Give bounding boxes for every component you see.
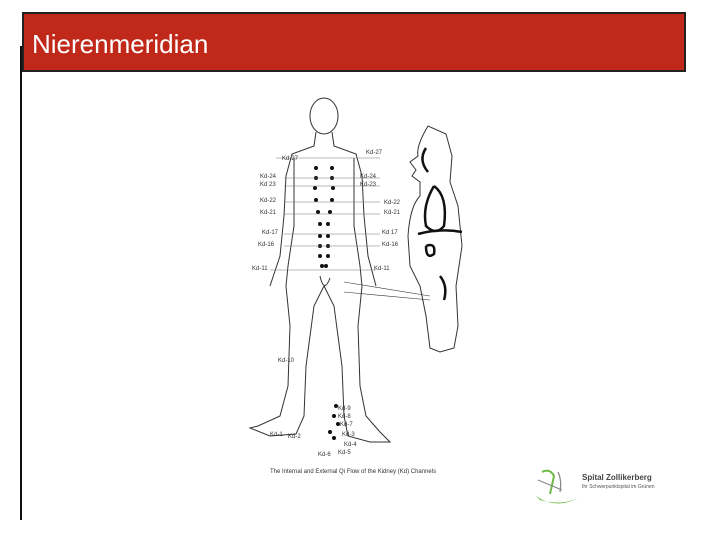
head-front bbox=[310, 98, 338, 134]
label-kd-21-right: Kd-21 bbox=[384, 210, 401, 216]
logo-subtitle: Ihr Schwerpunktspital im Grünen bbox=[582, 484, 655, 490]
label-kd-17-left: Kd-17 bbox=[262, 230, 279, 236]
label-kd-8-right: Kd-8 bbox=[338, 414, 351, 420]
label-kd-4-right: Kd-4 bbox=[344, 442, 357, 448]
kidney-meridian-figure bbox=[240, 86, 480, 486]
label-kd-24-right: Kd-24 bbox=[360, 174, 377, 180]
label-kd-17-right: Kd 17 bbox=[382, 230, 398, 236]
label-kd-23-left: Kd 23 bbox=[260, 182, 276, 188]
label-kd-11-left: Kd-11 bbox=[252, 266, 268, 272]
label-kd-23-right: Kd-23 bbox=[360, 182, 377, 188]
label-kd-2-left: Kd-2 bbox=[288, 434, 301, 440]
label-kd-16-right: Kd-16 bbox=[382, 242, 399, 248]
logo-name: Spital Zollikerberg bbox=[582, 473, 652, 482]
label-kd-22-right: Kd-22 bbox=[384, 200, 401, 206]
label-kd-1-left: Kd-1 bbox=[270, 432, 283, 438]
label-kd-22-left: Kd-22 bbox=[260, 198, 277, 204]
hospital-logo bbox=[532, 466, 692, 510]
throat-organ bbox=[422, 148, 428, 172]
body-illustration bbox=[240, 86, 480, 486]
label-kd-27-right: Kd-27 bbox=[366, 150, 383, 156]
bladder-organ bbox=[440, 276, 445, 300]
slide-title: Nierenmeridian bbox=[32, 29, 209, 59]
label-kd-27-left: Kd-27 bbox=[282, 156, 299, 162]
left-divider-line bbox=[20, 46, 22, 520]
label-kd-6-left: Kd-6 bbox=[318, 452, 331, 458]
label-kd-5-right: Kd-5 bbox=[338, 450, 351, 456]
groin-outline bbox=[320, 276, 330, 286]
label-kd-3-right: Kd-3 bbox=[342, 432, 355, 438]
label-kd-10-left: Kd-10 bbox=[278, 358, 295, 364]
diaphragm-organ bbox=[418, 230, 462, 234]
label-kd-24-left: Kd-24 bbox=[260, 174, 277, 180]
kidney-organ bbox=[426, 245, 434, 256]
label-kd-7-right: Kd-7 bbox=[340, 422, 353, 428]
label-kd-9-right: Kd-9 bbox=[338, 406, 351, 412]
title-bar bbox=[22, 12, 686, 72]
label-kd-11-right: Kd-11 bbox=[374, 266, 390, 272]
logo-mark-icon bbox=[532, 466, 580, 510]
figure-caption: The Internal and External Qi Flow of the Kidney (Kd) Channels bbox=[270, 469, 437, 475]
side-body-outline bbox=[408, 126, 462, 352]
label-kd-16-left: Kd-16 bbox=[258, 242, 275, 248]
label-kd-21-left: Kd-21 bbox=[260, 210, 277, 216]
lung-organ bbox=[425, 186, 445, 231]
